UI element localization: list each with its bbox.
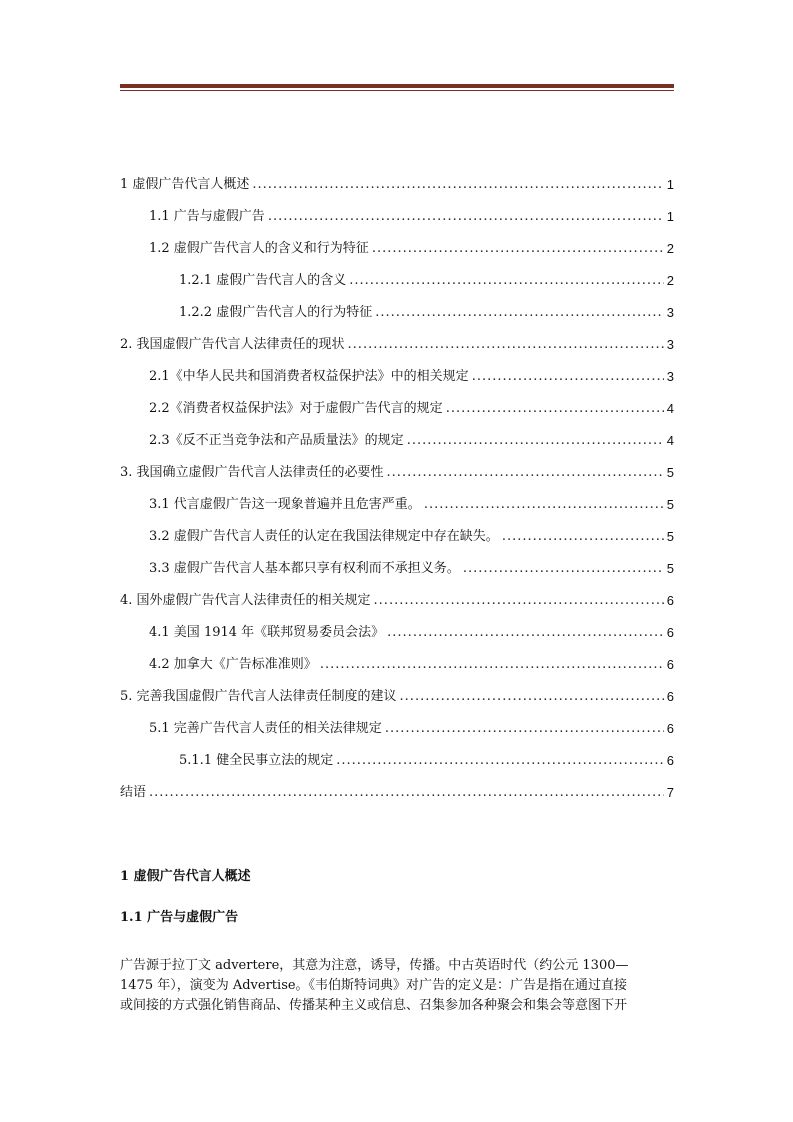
toc-entry[interactable]	[120, 419, 674, 451]
toc-leader-dots	[372, 239, 664, 259]
toc-leader-dots	[336, 751, 664, 771]
toc-leader-dots	[472, 367, 664, 387]
toc-page-number: 6	[666, 625, 674, 640]
paragraph-line: 或间接的方式强化销售商品、传播某种主义或信息、召集参加各种聚会和集会等意图下开	[120, 998, 628, 1013]
toc-entry-title: 2.2《消费者权益保护法》对于虚假广告代言的规定	[149, 401, 443, 416]
toc-page-number: 4	[666, 433, 674, 448]
header-rule	[120, 84, 674, 88]
table-of-contents	[120, 163, 674, 803]
toc-entry-title: 结语	[120, 785, 147, 800]
toc-leader-dots	[424, 495, 664, 515]
toc-page-number: 5	[666, 529, 674, 544]
header-rule-thin	[120, 90, 674, 91]
toc-leader-dots	[463, 559, 664, 579]
toc-page-number: 1	[666, 209, 674, 224]
toc-entry-title: 4.2 加拿大《广告标准准则》	[149, 657, 317, 672]
toc-entry-title: 3. 我国确立虚假广告代言人法律责任的必要性	[120, 465, 384, 480]
toc-entry-title: 2.3《反不正当竞争法和产品质量法》的规定	[149, 433, 404, 448]
toc-entry[interactable]	[120, 675, 674, 707]
toc-entry-title: 1.2 虚假广告代言人的含义和行为特征	[149, 241, 369, 256]
toc-entry[interactable]	[120, 323, 674, 355]
toc-entry[interactable]	[120, 483, 674, 515]
section-heading-1: 1 虚假广告代言人概述	[120, 869, 251, 884]
toc-entry[interactable]	[120, 227, 674, 259]
toc-entry-title: 1.2.2 虚假广告代言人的行为特征	[179, 305, 373, 320]
toc-entry-title: 2.1《中华人民共和国消费者权益保护法》中的相关规定	[149, 369, 469, 384]
toc-page-number: 6	[666, 689, 674, 704]
toc-leader-dots	[387, 623, 664, 643]
toc-entry-title: 4.1 美国 1914 年《联邦贸易委员会法》	[149, 625, 385, 640]
toc-entry-title: 2. 我国虚假广告代言人法律责任的现状	[120, 337, 345, 352]
toc-leader-dots	[252, 175, 663, 195]
toc-page-number: 3	[666, 369, 674, 384]
toc-leader-dots	[502, 527, 664, 547]
toc-entry[interactable]	[120, 611, 674, 643]
toc-leader-dots	[407, 431, 664, 451]
toc-page-number: 5	[666, 465, 674, 480]
toc-page-number: 6	[666, 593, 674, 608]
toc-entry[interactable]	[120, 643, 674, 675]
toc-leader-dots	[348, 335, 664, 355]
toc-entry-title: 3.2 虚假广告代言人责任的认定在我国法律规定中存在缺失。	[149, 529, 499, 544]
paragraph-line: 1475 年），演变为 Advertise。《韦伯斯特词典》对广告的定义是：广告是指在通过直接	[120, 978, 628, 993]
toc-leader-dots	[268, 207, 664, 227]
toc-entry[interactable]	[120, 195, 674, 227]
toc-entry[interactable]	[120, 739, 674, 771]
toc-entry-title: 5.1.1 健全民事立法的规定	[179, 753, 334, 768]
toc-page-number: 4	[666, 401, 674, 416]
toc-entry-title: 1 虚假广告代言人概述	[120, 177, 250, 192]
toc-leader-dots	[375, 303, 664, 323]
toc-page-number: 5	[666, 561, 674, 576]
toc-leader-dots	[320, 655, 664, 675]
toc-page-number: 2	[666, 273, 674, 288]
toc-entry-title: 1.1 广告与虚假广告	[149, 209, 265, 224]
toc-entry-title: 5. 完善我国虚假广告代言人法律责任制度的建议	[120, 689, 397, 704]
toc-entry[interactable]	[120, 579, 674, 611]
toc-page-number: 3	[666, 305, 674, 320]
toc-entry[interactable]	[120, 163, 674, 195]
toc-leader-dots	[349, 271, 664, 291]
toc-leader-dots	[374, 591, 664, 611]
toc-leader-dots	[149, 783, 664, 803]
toc-page-number: 3	[666, 337, 674, 352]
toc-entry[interactable]	[120, 771, 674, 803]
toc-entry-title: 3.3 虚假广告代言人基本都只享有权利而不承担义务。	[149, 561, 460, 576]
toc-page-number: 5	[666, 497, 674, 512]
toc-leader-dots	[400, 687, 664, 707]
toc-entry[interactable]	[120, 451, 674, 483]
toc-leader-dots	[385, 719, 664, 739]
toc-entry-title: 3.1 代言虚假广告这一现象普遍并且危害严重。	[149, 497, 421, 512]
toc-entry[interactable]	[120, 387, 674, 419]
toc-entry[interactable]	[120, 259, 674, 291]
toc-page-number: 6	[666, 657, 674, 672]
toc-page-number: 7	[666, 785, 674, 800]
toc-page-number: 2	[666, 241, 674, 256]
toc-page-number: 6	[666, 753, 674, 768]
paragraph-line: 广告源于拉丁文 advertere，其意为注意，诱导，传播。中古英语时代（约公元 1300—	[120, 958, 629, 973]
body-paragraph	[120, 956, 676, 1016]
toc-entry[interactable]	[120, 355, 674, 387]
toc-leader-dots	[446, 399, 664, 419]
toc-entry[interactable]	[120, 707, 674, 739]
toc-page-number: 1	[666, 177, 674, 192]
toc-page-number: 6	[666, 721, 674, 736]
toc-leader-dots	[387, 463, 664, 483]
toc-entry[interactable]	[120, 515, 674, 547]
toc-entry-title: 1.2.1 虚假广告代言人的含义	[179, 273, 347, 288]
toc-entry[interactable]	[120, 547, 674, 579]
toc-entry-title: 4. 国外虚假广告代言人法律责任的相关规定	[120, 593, 371, 608]
toc-entry[interactable]	[120, 291, 674, 323]
section-heading-1-1: 1.1 广告与虚假广告	[120, 910, 239, 925]
toc-entry-title: 5.1 完善广告代言人责任的相关法律规定	[149, 721, 382, 736]
